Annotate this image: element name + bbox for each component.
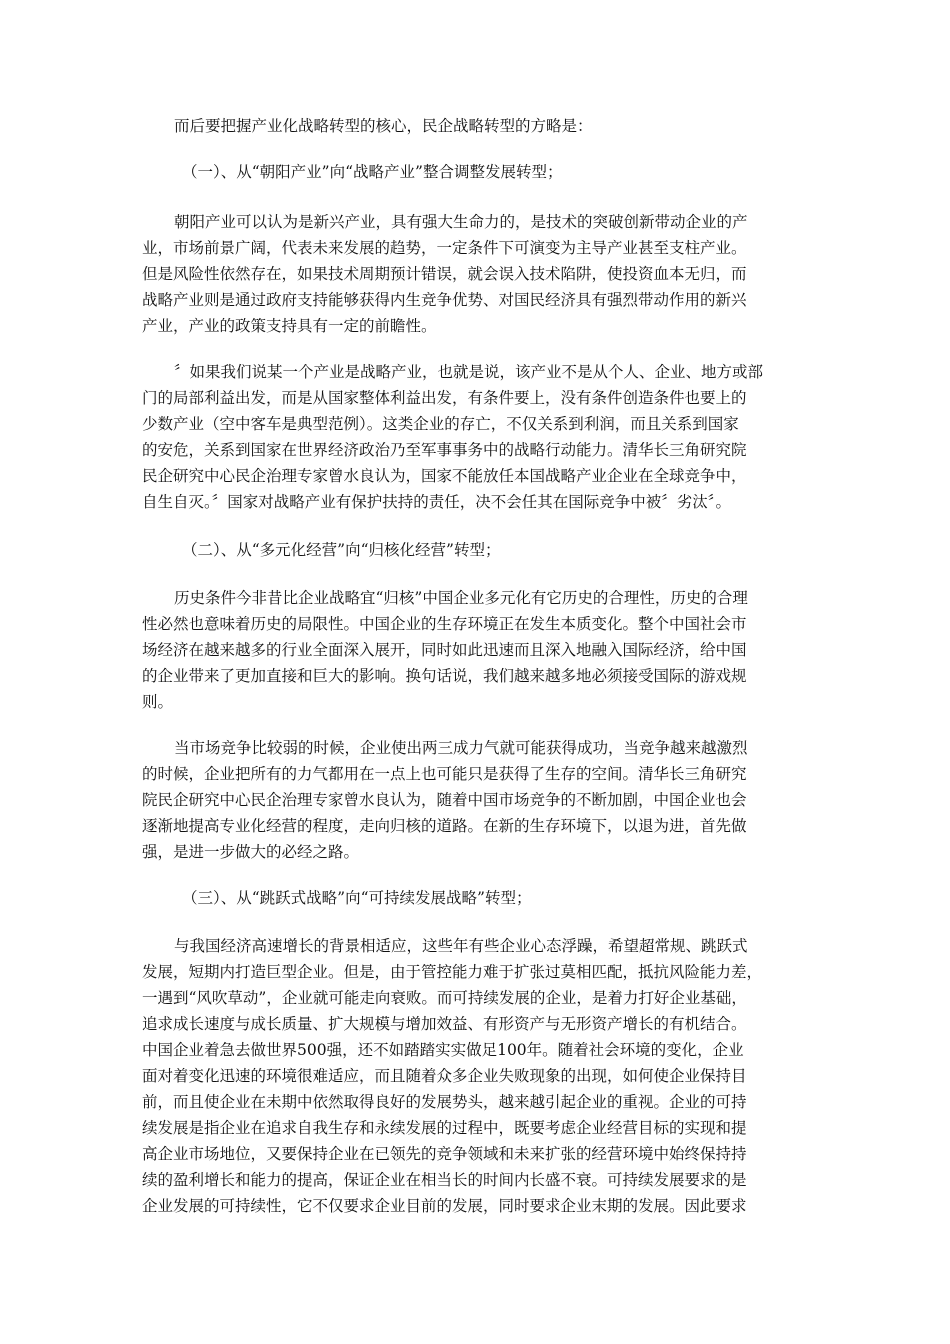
paragraph-line: 续发展是指企业在追求自我生存和永续发展的过程中，既要考虑企业经营目标的实现和提: [142, 1119, 747, 1137]
paragraph-line: 业，市场前景广阔，代表未来发展的趋势，一定条件下可演变为主导产业甚至支柱产业。: [142, 239, 747, 257]
paragraph-line: 的安危，关系到国家在世界经济政治乃至军事事务中的战略行动能力。清华长三角研究院: [142, 441, 747, 459]
paragraph-line: 民企研究中心民企治理专家曾水良认为，国家不能放任本国战略产业企业在全球竞争中，: [142, 467, 747, 485]
paragraph-line: 的时候，企业把所有的力气都用在一点上也可能只是获得了生存的空间。清华长三角研究: [142, 765, 747, 783]
paragraph-line: 续的盈利增长和能力的提高，保证企业在相当长的时间内长盛不衰。可持续发展要求的是: [142, 1171, 747, 1189]
paragraph-line: 场经济在越来越多的行业全面深入展开，同时如此迅速而且深入地融入国际经济，给中国: [142, 641, 747, 659]
paragraph-line: 则。: [142, 693, 174, 711]
paragraph-line: 与我国经济高速增长的背景相适应，这些年有些企业心态浮躁，希望超常规、跳跃式: [174, 937, 748, 955]
paragraph-line: 〞如果我们说某一个产业是战略产业，也就是说，该产业不是从个人、企业、地方或部: [174, 363, 764, 381]
paragraph-line: 前，而且使企业在未期中依然取得良好的发展势头，越来越引起企业的重视。企业的可持: [142, 1093, 747, 1111]
section-heading-3: （三）、从“跳跃式战略”向“可持续发展战略”转型；: [182, 889, 532, 907]
paragraph-line: 但是风险性依然存在，如果技术周期预计错误，就会误入技术陷阱，使投资血本无归，而: [142, 265, 747, 283]
paragraph-line: 历史条件今非昔比企业战略宜“归核”中国企业多元化有它历史的合理性，历史的合理: [174, 589, 748, 607]
paragraph-line: 当市场竞争比较弱的时候，企业使出两三成力气就可能获得成功，当竞争越来越激烈: [174, 739, 748, 757]
paragraph-line: 追求成长速度与成长质量、扩大规模与增加效益、有形资产与无形资产增长的有机结合。: [142, 1015, 747, 1033]
paragraph-line: 自生自灭。〞国家对战略产业有保护扶持的责任，决不会任其在国际竞争中被〞劣汰〞。: [142, 493, 732, 511]
paragraph-line: 发展，短期内打造巨型企业。但是，由于管控能力难于扩张过莫相匹配，抵抗风险能力差，: [142, 963, 763, 981]
paragraph-line: 院民企研究中心民企治理专家曾水良认为，随着中国市场竞争的不断加剧，中国企业也会: [142, 791, 747, 809]
paragraph-line: 一遇到“风吹草动”，企业就可能走向衰败。而可持续发展的企业，是着力打好企业基础，: [142, 989, 747, 1007]
paragraph-line: 面对着变化迅速的环境很难适应，而且随着众多企业失败现象的出现，如何使企业保持目: [142, 1067, 747, 1085]
paragraph-line: 逐渐地提高专业化经营的程度，走向归核的道路。在新的生存环境下，以退为进，首先做: [142, 817, 747, 835]
paragraph-line: 的企业带来了更加直接和巨大的影响。换句话说，我们越来越多地必须接受国际的游戏规: [142, 667, 747, 685]
paragraph-line: 中国企业着急去做世界500强，还不如踏踏实实做足100年。随着社会环境的变化，企业: [142, 1041, 744, 1059]
section-heading-2: （二）、从“多元化经营”向“归核化经营”转型；: [182, 541, 501, 559]
paragraph-line: 高企业市场地位，又要保持企业在已领先的竞争领域和未来扩张的经营环境中始终保持持: [142, 1145, 747, 1163]
paragraph-line: 少数产业（空中客车是典型范例）。这类企业的存亡，不仅关系到利润，而且关系到国家: [142, 415, 739, 433]
section-heading-1: （一）、从“朝阳产业”向“战略产业”整合调整发展转型；: [182, 163, 563, 181]
paragraph-line: 强，是进一步做大的必经之路。: [142, 843, 360, 861]
paragraph-line: 性必然也意味着历史的局限性。中国企业的生存环境正在发生本质变化。整个中国社会市: [142, 615, 747, 633]
paragraph-line: 门的局部利益出发，而是从国家整体利益出发，有条件要上，没有条件创造条件也要上的: [142, 389, 747, 407]
paragraph-line: 企业发展的可持续性，它不仅要求企业目前的发展，同时要求企业末期的发展。因此要求: [142, 1197, 747, 1215]
intro-paragraph: 而后要把握产业化战略转型的核心，民企战略转型的方略是：: [174, 117, 593, 135]
paragraph-line: 战略产业则是通过政府支持能够获得内生竞争优势、对国民经济具有强烈带动作用的新兴: [142, 291, 747, 309]
paragraph-line: 朝阳产业可以认为是新兴产业，具有强大生命力的，是技术的突破创新带动企业的产: [174, 213, 748, 231]
paragraph-line: 产业，产业的政策支持具有一定的前瞻性。: [142, 317, 437, 335]
